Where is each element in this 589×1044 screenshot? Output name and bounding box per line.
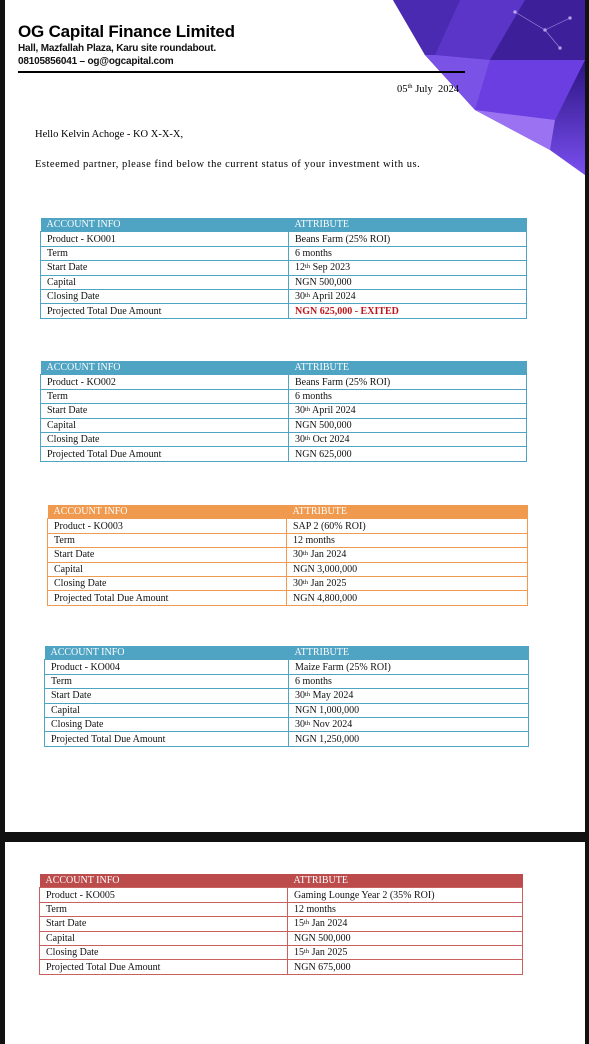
table-row: Capital NGN 500,000 bbox=[40, 931, 523, 945]
intro-text: Esteemed partner, please find below the current status of your investment with us. bbox=[35, 159, 421, 170]
table-header-row: ACCOUNT INFO ATTRIBUTE bbox=[48, 505, 528, 519]
table-row: Start Date 12th Sep 2023 bbox=[41, 261, 527, 275]
table-header-row: ACCOUNT INFO ATTRIBUTE bbox=[40, 874, 523, 888]
table-row: Projected Total Due Amount NGN 625,000 bbox=[41, 447, 527, 461]
table-row: Capital NGN 1,000,000 bbox=[45, 703, 529, 717]
account-table-ko004 bbox=[44, 646, 529, 747]
table-row: Start Date 30th Jan 2024 bbox=[48, 548, 528, 562]
table-row: Start Date 30th April 2024 bbox=[41, 404, 527, 418]
table-row: Term 6 months bbox=[41, 389, 527, 403]
table-row: Term 6 months bbox=[45, 674, 529, 688]
table-row: Term 6 months bbox=[41, 246, 527, 260]
letter-date: 05th July 2024 bbox=[397, 83, 459, 95]
table-row: Closing Date 30th Nov 2024 bbox=[45, 717, 529, 731]
table-header-row: ACCOUNT INFO ATTRIBUTE bbox=[45, 646, 529, 660]
table-row: Projected Total Due Amount NGN 675,000 bbox=[40, 960, 523, 974]
header-divider bbox=[18, 71, 465, 73]
company-address: Hall, Mazfallah Plaza, Karu site roundabout. bbox=[18, 43, 216, 54]
table-row: Projected Total Due Amount NGN 625,000 - EXITED bbox=[41, 304, 527, 318]
table-row: Capital NGN 500,000 bbox=[41, 275, 527, 289]
table-row: Capital NGN 3,000,000 bbox=[48, 562, 528, 576]
table-header-row: ACCOUNT INFO ATTRIBUTE bbox=[41, 361, 527, 375]
table-row: Closing Date 30th April 2024 bbox=[41, 289, 527, 303]
table-row: Closing Date 30th Oct 2024 bbox=[41, 432, 527, 446]
greeting: Hello Kelvin Achoge - KO X-X-X, bbox=[35, 129, 184, 140]
exited-status-value: NGN 625,000 - EXITED bbox=[289, 304, 527, 318]
letter-page-1 bbox=[5, 0, 585, 832]
table-row: Product - KO005 Gaming Lounge Year 2 (35% ROI) bbox=[40, 888, 523, 902]
table-row: Product - KO001 Beans Farm (25% ROI) bbox=[41, 232, 527, 246]
table-row: Projected Total Due Amount NGN 4,800,000 bbox=[48, 591, 528, 605]
company-header bbox=[18, 22, 235, 68]
account-table-ko002 bbox=[40, 361, 527, 462]
table-row: Term 12 months bbox=[40, 902, 523, 916]
table-row: Product - KO002 Beans Farm (25% ROI) bbox=[41, 375, 527, 389]
account-table-ko003 bbox=[47, 505, 528, 606]
table-row: Term 12 months bbox=[48, 533, 528, 547]
letter-page-2 bbox=[5, 842, 585, 1044]
account-table-ko005 bbox=[39, 874, 523, 975]
table-row: Start Date 15th Jan 2024 bbox=[40, 917, 523, 931]
table-row: Product - KO003 SAP 2 (60% ROI) bbox=[48, 519, 528, 533]
company-name: OG Capital Finance Limited bbox=[18, 22, 235, 41]
table-header-row: ACCOUNT INFO ATTRIBUTE bbox=[41, 218, 527, 232]
table-row: Projected Total Due Amount NGN 1,250,000 bbox=[45, 732, 529, 746]
table-row: Closing Date 30th Jan 2025 bbox=[48, 576, 528, 590]
table-row: Closing Date 15th Jan 2025 bbox=[40, 945, 523, 959]
account-table-ko001 bbox=[40, 218, 527, 319]
table-row: Start Date 30th May 2024 bbox=[45, 689, 529, 703]
table-row: Product - KO004 Maize Farm (25% ROI) bbox=[45, 660, 529, 674]
table-row: Capital NGN 500,000 bbox=[41, 418, 527, 432]
company-contact: 08105856041 – og@ogcapital.com bbox=[18, 56, 174, 67]
